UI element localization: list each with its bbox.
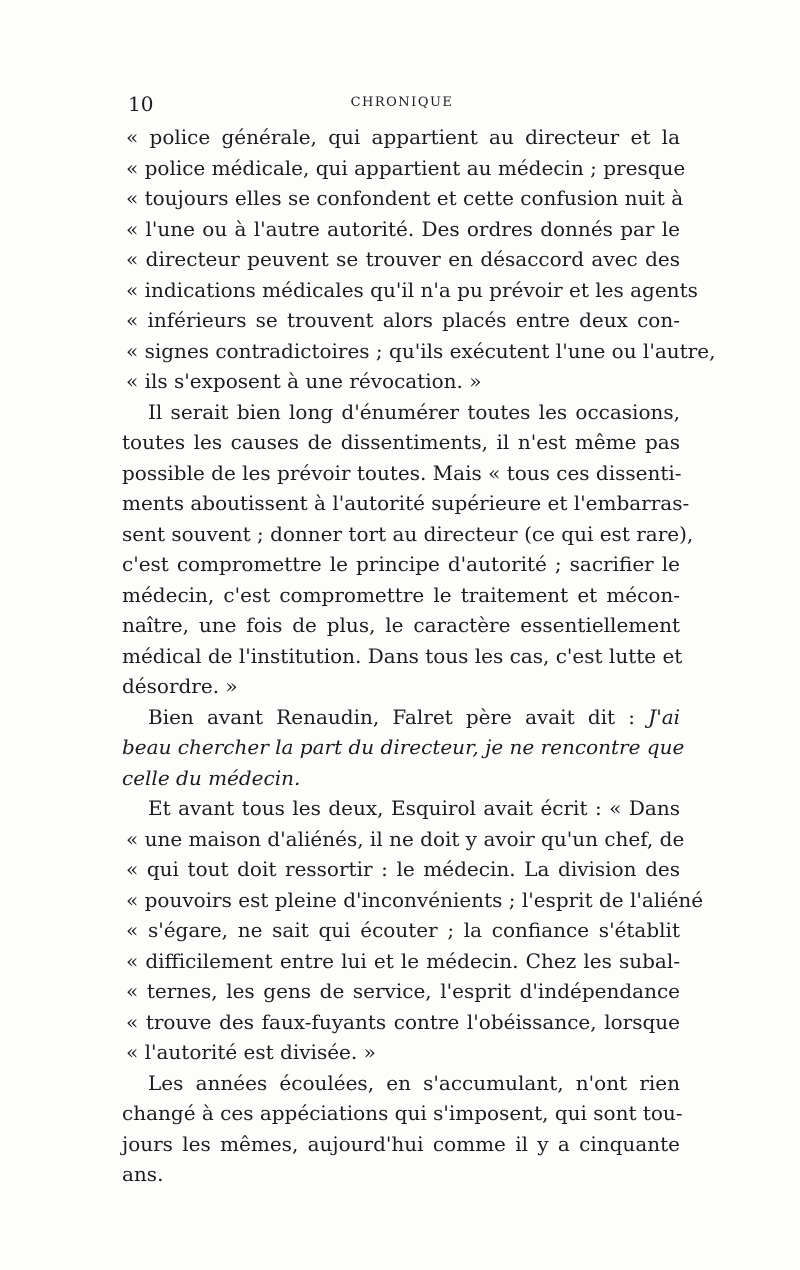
page-header	[128, 92, 676, 116]
text-line: « directeur peuvent se trouver en désaccord avec des	[126, 247, 680, 271]
text-line: « ils s'exposent à une révocation. »	[126, 369, 482, 393]
text-line: « trouve des faux-fuyants contre l'obéissance, lorsque	[126, 1009, 680, 1034]
text-line: médecin, c'est compromettre le traitement et mécon-	[122, 582, 680, 607]
page-number: 10	[128, 92, 154, 116]
paragraph-start-line: Et avant tous les deux, Esquirol avait écrit : « Dans	[148, 796, 680, 820]
running-head: CHRONIQUE	[350, 95, 454, 110]
text-line: « ternes, les gens de service, l'esprit d'indépendance	[126, 979, 680, 1003]
text-line: « police médicale, qui appartient au médecin ; presque	[126, 155, 686, 180]
text-line: « une maison d'aliénés, il ne doit y avoir qu'un chef, de	[126, 826, 685, 851]
text-line: « difficilement entre lui et le médecin. Chez les subal-	[126, 948, 680, 973]
text-line: « l'une ou à l'autre autorité. Des ordres donnés par le	[126, 216, 680, 241]
text-line: « signes contradictoires ; qu'ils exécutent l'une ou l'autre,	[126, 338, 716, 363]
text-line: « toujours elles se confondent et cette confusion nuit à	[126, 186, 684, 210]
paragraph-start-line	[122, 702, 680, 733]
text-line: « l'autorité est divisée. »	[126, 1040, 376, 1064]
text-line: jours les mêmes, aujourd'hui comme il y a cinquante	[122, 1131, 680, 1156]
italic-text-line: celle du médecin.	[122, 765, 301, 790]
text-line: « indications médicales qu'il n'a pu prévoir et les agents	[126, 277, 698, 302]
text-line: médical de l'institution. Dans tous les cas, c'est lutte et	[122, 643, 683, 668]
text-line: « s'égare, ne sait qui écouter ; la confiance s'établit	[126, 918, 680, 942]
text-line: « pouvoirs est pleine d'inconvénients ; l'esprit de l'aliéné	[126, 887, 704, 912]
paragraph-start-line: Il serait bien long d'énumérer toutes les occasions,	[148, 399, 680, 424]
text-line: ments aboutissent à l'autorité supérieure et l'embarras-	[122, 491, 690, 515]
text-line: « police générale, qui appartient au directeur et la	[126, 125, 680, 149]
text-line: changé à ces appéciations qui s'imposent, qui sont tou-	[122, 1101, 683, 1125]
italic-quote-span: J'ai	[648, 704, 681, 729]
text-line: ans.	[122, 1162, 164, 1186]
text-line: « inférieurs se trouvent alors placés entre deux con-	[126, 308, 680, 332]
text-line: c'est compromettre le principe d'autorité ; sacrifier le	[122, 552, 680, 576]
paragraph-start-line: Les années écoulées, en s'accumulant, n'ont rien	[148, 1070, 680, 1095]
page-body	[122, 122, 716, 1190]
text-line: désordre. »	[122, 674, 238, 698]
text-line: « qui tout doit ressortir : le médecin. La division des	[126, 857, 680, 881]
italic-text-line: beau chercher la part du directeur, je ne rencontre que	[122, 735, 685, 759]
text-line: sent souvent ; donner tort au directeur (ce qui est rare),	[122, 521, 694, 546]
text-line: possible de les prévoir toutes. Mais « tous ces dissenti-	[122, 460, 682, 485]
text-line: naître, une fois de plus, le caractère essentiellement	[122, 613, 680, 637]
text-line: toutes les causes de dissentiments, il n'est même pas	[122, 430, 680, 454]
text-span: Bien avant Renaudin, Falret père avait dit :	[148, 704, 635, 729]
